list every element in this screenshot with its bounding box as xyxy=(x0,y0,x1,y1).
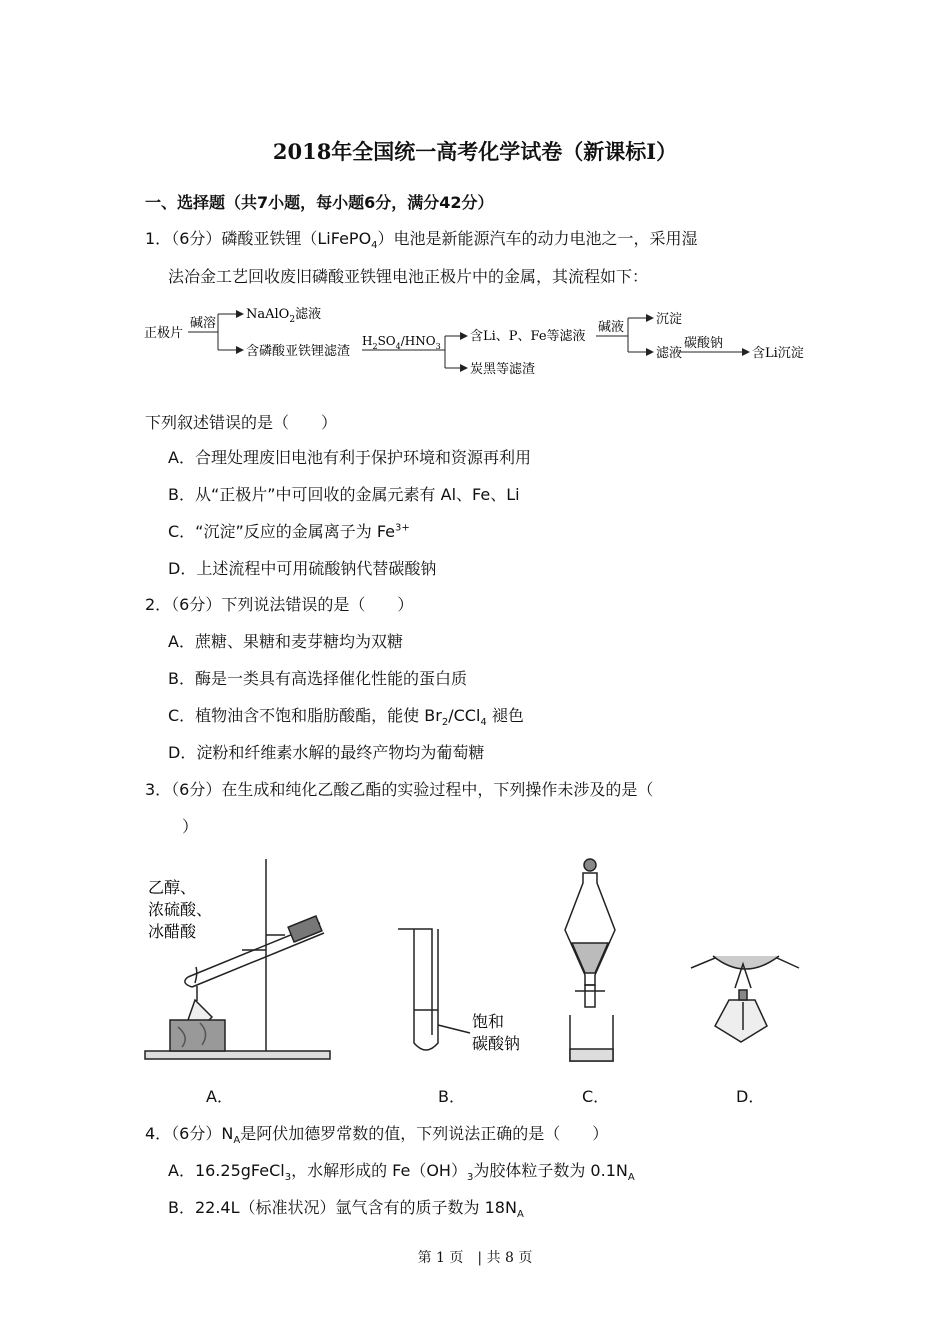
q4-stem: 4．（6分）$N_A$是阿伏加德罗常数的值，下列说法正确的是（ ） xyxy=(145,1124,609,1147)
section-heading: 一、选择题（共7小题，每小题6分，满分42分） xyxy=(145,193,494,212)
apparatus-a-label-3: 冰醋酸 xyxy=(148,922,197,941)
apparatus-d-evaporating-dish xyxy=(685,930,805,1065)
q1-line1 xyxy=(145,229,698,252)
q1-stem: 下列叙述错误的是（ ） xyxy=(145,413,338,432)
flow-step-carbonate: 碳酸钠 xyxy=(684,336,724,351)
page-footer: 第 1 页 | 共 8 页 xyxy=(417,1250,533,1266)
flow-out-carbon: 炭黑等滤渣 xyxy=(470,362,536,377)
apparatus-a-heating xyxy=(140,855,340,1065)
q1-text-b: ）电池是新能源汽车的动力电池之一，采用湿 xyxy=(377,229,698,248)
flow-start: 正极片 xyxy=(144,326,184,341)
q1-option-c: C．“沉淀”反应的金属离子为 $Fe^{3+}$ xyxy=(168,522,410,541)
flow-out-naalo2: NaAlO$_2$滤液 xyxy=(246,307,322,325)
q2-stem: 2．（6分）下列说法错误的是（ ） xyxy=(145,595,414,614)
apparatus-b-label-2: 碳酸钠 xyxy=(472,1034,521,1053)
q1-option-b: B．从“正极片”中可回收的金属元素有 Al、Fe、Li xyxy=(168,485,520,504)
flow-step-alkali: 碱溶 xyxy=(190,316,217,331)
flow-out-residue: 含磷酸亚铁锂滤渣 xyxy=(246,344,351,359)
page-title: 2018年全国统一高考化学试卷（新课标Ⅰ） xyxy=(272,139,678,164)
q3-stem-close: ） xyxy=(182,817,199,836)
q1-option-a: A．合理处理废旧电池有利于保护环境和资源再利用 xyxy=(168,448,531,467)
q1-line2: 法冶金工艺回收废旧磷酸亚铁锂电池正极片中的金属，其流程如下： xyxy=(168,267,649,286)
apparatus-c-separatory-funnel xyxy=(545,855,635,1070)
flow-out-li: 含Li沉淀 xyxy=(752,346,804,361)
q1-formula: LiFePO xyxy=(317,229,372,248)
q4-option-a: A．16.25gFeCl$_3$，水解形成的 $Fe(OH)_3$为胶体粒子数为 $0.1N_A$ xyxy=(168,1161,635,1184)
flow-reagent-acid: $H_2SO_4/HNO_3$ xyxy=(362,334,441,351)
q1-number: 1． xyxy=(145,229,172,248)
apparatus-b-label-1: 饱和 xyxy=(472,1012,505,1031)
q3-stem: 3．（6分）在生成和纯化乙酸乙酯的实验过程中，下列操作未涉及的是（ xyxy=(145,780,654,799)
flow-out-filtrate2: 滤液 xyxy=(656,346,683,361)
q1-score: （6分） xyxy=(171,229,222,248)
q2-option-c: C．植物油含不饱和脂肪酸酯，能使 $Br_2/CCl_4$ 褪色 xyxy=(168,706,524,729)
q1-option-d: D．上述流程中可用硫酸钠代替碳酸钠 xyxy=(168,559,437,578)
apparatus-a-label-2: 浓硫酸、 xyxy=(148,900,213,919)
q3-option-d: D． xyxy=(736,1087,765,1106)
apparatus-b-test-tube xyxy=(380,915,540,1065)
q4-option-b: B．22.4L（标准状况）氩气含有的质子数为 $18N_A$ xyxy=(168,1198,524,1221)
q2-option-a: A．蔗糖、果糖和麦芽糖均为双糖 xyxy=(168,632,403,651)
apparatus-a-label-1: 乙醇、 xyxy=(148,878,197,897)
process-flow-diagram xyxy=(140,300,820,385)
q3-option-a: A． xyxy=(206,1087,233,1106)
q1-text-a: 磷酸亚铁锂（ xyxy=(221,229,318,248)
q1-formula-sub: 4 xyxy=(371,240,378,252)
q3-option-b: B． xyxy=(438,1087,465,1106)
flow-out-precipitate: 沉淀 xyxy=(656,312,683,327)
flow-out-filtrate: 含Li、P、Fe等滤液 xyxy=(470,329,586,344)
q2-option-b: B．酶是一类具有高选择催化性能的蛋白质 xyxy=(168,669,467,688)
q3-option-c: C． xyxy=(582,1087,610,1106)
flow-step-base: 碱液 xyxy=(598,320,625,335)
q2-option-d: D．淀粉和纤维素水解的最终产物均为葡萄糖 xyxy=(168,743,485,762)
